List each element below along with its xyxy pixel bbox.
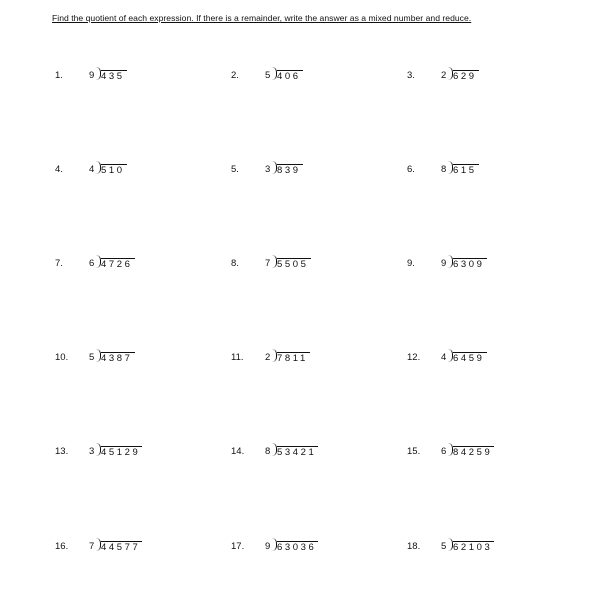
divisor: 9 xyxy=(89,70,95,81)
divisor: 5 xyxy=(265,70,271,81)
problem-number: 17. xyxy=(231,541,245,552)
dividend: 6459 xyxy=(453,353,485,364)
problem-number: 15. xyxy=(407,446,421,457)
divisor: 6 xyxy=(441,446,447,457)
division-problem xyxy=(407,348,567,368)
divisor: 2 xyxy=(441,70,447,81)
problem-number: 1. xyxy=(55,70,63,81)
division-problem xyxy=(55,160,215,180)
problem-number: 9. xyxy=(407,258,415,269)
division-problem xyxy=(231,348,391,368)
problem-number: 2. xyxy=(231,70,239,81)
dividend: 7811 xyxy=(277,353,308,364)
division-problem xyxy=(55,254,215,274)
problem-number: 5. xyxy=(231,164,239,175)
instructions-text: Find the quotient of each expression. If there is a remainder, write the answer as a mixed number and reduce. xyxy=(52,13,472,23)
divisor: 6 xyxy=(89,258,95,269)
divisor: 2 xyxy=(265,352,271,363)
problem-number: 14. xyxy=(231,446,245,457)
dividend: 4387 xyxy=(101,353,133,364)
divisor: 3 xyxy=(89,446,95,457)
problem-number: 6. xyxy=(407,164,415,175)
dividend: 53421 xyxy=(277,447,317,458)
dividend: 435 xyxy=(101,71,125,82)
problem-number: 18. xyxy=(407,541,421,552)
division-problem xyxy=(231,160,391,180)
dividend: 839 xyxy=(277,165,301,176)
problem-number: 11. xyxy=(231,352,244,363)
divisor: 4 xyxy=(441,352,447,363)
dividend: 63036 xyxy=(277,542,317,553)
division-problem xyxy=(407,254,567,274)
dividend: 629 xyxy=(453,71,477,82)
dividend: 62103 xyxy=(453,542,493,553)
dividend: 45129 xyxy=(101,447,141,458)
dividend: 4726 xyxy=(101,259,133,270)
divisor: 5 xyxy=(89,352,95,363)
dividend: 84259 xyxy=(453,447,493,458)
division-problem xyxy=(231,537,391,557)
division-problem xyxy=(407,537,567,557)
problem-number: 3. xyxy=(407,70,415,81)
dividend: 510 xyxy=(101,165,125,176)
problem-number: 10. xyxy=(55,352,69,363)
division-problem xyxy=(55,442,215,462)
problem-number: 7. xyxy=(55,258,63,269)
divisor: 8 xyxy=(265,446,271,457)
division-problem xyxy=(231,66,391,86)
divisor: 3 xyxy=(265,164,271,175)
problem-number: 4. xyxy=(55,164,63,175)
division-problem xyxy=(231,442,391,462)
divisor: 9 xyxy=(265,541,271,552)
divisor: 4 xyxy=(89,164,95,175)
dividend: 406 xyxy=(277,71,301,82)
problem-number: 13. xyxy=(55,446,69,457)
divisor: 7 xyxy=(265,258,271,269)
division-problem xyxy=(55,348,215,368)
problem-number: 16. xyxy=(55,541,69,552)
divisor: 8 xyxy=(441,164,447,175)
dividend: 615 xyxy=(453,165,477,176)
division-problem xyxy=(231,254,391,274)
division-problem xyxy=(55,66,215,86)
dividend: 44577 xyxy=(101,542,141,553)
dividend: 5505 xyxy=(277,259,309,270)
divisor: 7 xyxy=(89,541,95,552)
division-problem xyxy=(407,442,567,462)
division-problem xyxy=(407,160,567,180)
divisor: 5 xyxy=(441,541,447,552)
dividend: 6309 xyxy=(453,259,485,270)
problem-number: 8. xyxy=(231,258,239,269)
division-problem xyxy=(407,66,567,86)
division-problem xyxy=(55,537,215,557)
problem-number: 12. xyxy=(407,352,421,363)
divisor: 9 xyxy=(441,258,447,269)
